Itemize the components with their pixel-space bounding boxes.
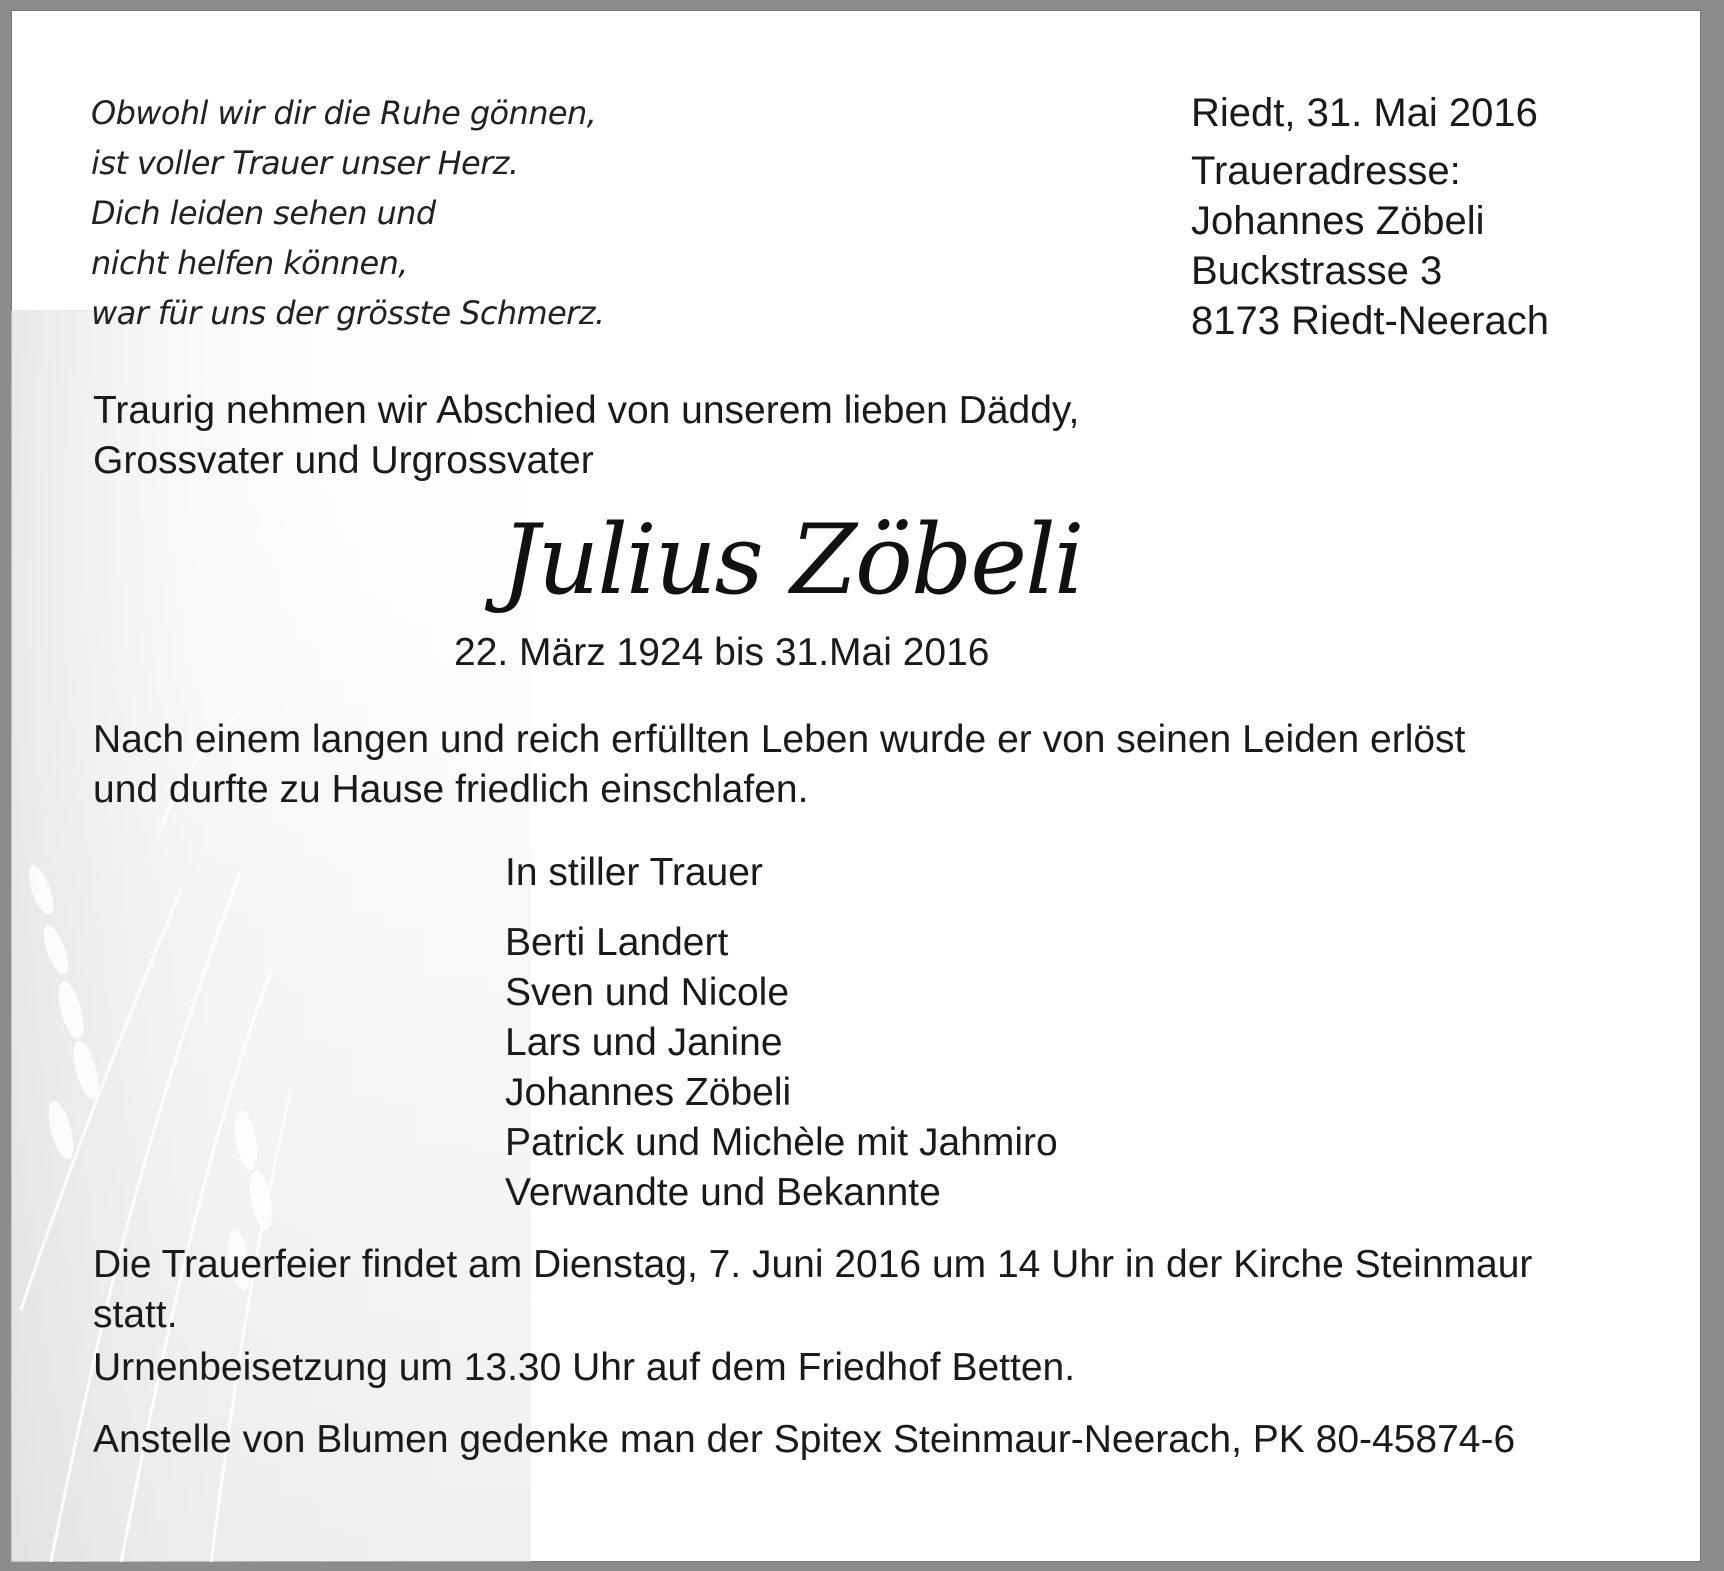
mourner-name: Berti Landert <box>505 921 729 964</box>
address-street: Buckstrasse 3 <box>1191 249 1443 293</box>
poem-line: Dich leiden sehen und <box>91 194 436 232</box>
mourner-name: Patrick und Michèle mit Jahmiro <box>505 1121 1058 1164</box>
mourning-address <box>1191 88 1549 346</box>
obituary-notice <box>11 10 1701 1562</box>
address-name: Johannes Zöbeli <box>1191 199 1485 243</box>
intro-text <box>93 386 1079 486</box>
mourner-name: Lars und Janine <box>505 1021 783 1064</box>
deceased-name: Julius Zöbeli <box>501 504 1083 616</box>
donation-info: Anstelle von Blumen gedenke man der Spitex Steinmaur-Neerach, PK 80-45874-6 <box>93 1418 1516 1461</box>
mourner-name: Johannes Zöbeli <box>505 1071 792 1114</box>
mourners-list <box>505 918 1058 1218</box>
address-city: 8173 Riedt-Neerach <box>1191 299 1549 343</box>
poem-line: war für uns der grösste Schmerz. <box>91 294 605 332</box>
message-line: Nach einem langen und reich erfüllten Leben wurde er von seinen Leiden erlöst <box>93 718 1466 761</box>
poem-line: nicht helfen können, <box>91 244 408 282</box>
address-label: Traueradresse: <box>1191 149 1461 193</box>
poem-line: Obwohl wir dir die Ruhe gönnen, <box>91 94 597 132</box>
mourner-name: Verwandte und Bekannte <box>505 1171 941 1214</box>
poem <box>91 88 605 338</box>
place-date: Riedt, 31. Mai 2016 <box>1191 91 1538 135</box>
life-dates: 22. März 1924 bis 31.Mai 2016 <box>454 631 990 674</box>
poem-line: ist voller Trauer unser Herz. <box>91 144 519 182</box>
message-text <box>93 715 1465 815</box>
funeral-line: Die Trauerfeier findet am Dienstag, 7. Juni 2016 um 14 Uhr in der Kirche Steinmaur <box>93 1243 1533 1286</box>
intro-line: Traurig nehmen wir Abschied von unserem lieben Däddy, <box>93 389 1080 432</box>
intro-line: Grossvater und Urgrossvater <box>93 439 594 482</box>
mourner-name: Sven und Nicole <box>505 971 790 1014</box>
mourners-heading: In stiller Trauer <box>505 851 763 894</box>
funeral-line: statt. <box>93 1293 178 1336</box>
message-line: und durfte zu Hause friedlich einschlafen. <box>93 768 809 811</box>
funeral-info <box>93 1240 1532 1340</box>
urn-burial-info: Urnenbeisetzung um 13.30 Uhr auf dem Friedhof Betten. <box>93 1346 1076 1389</box>
